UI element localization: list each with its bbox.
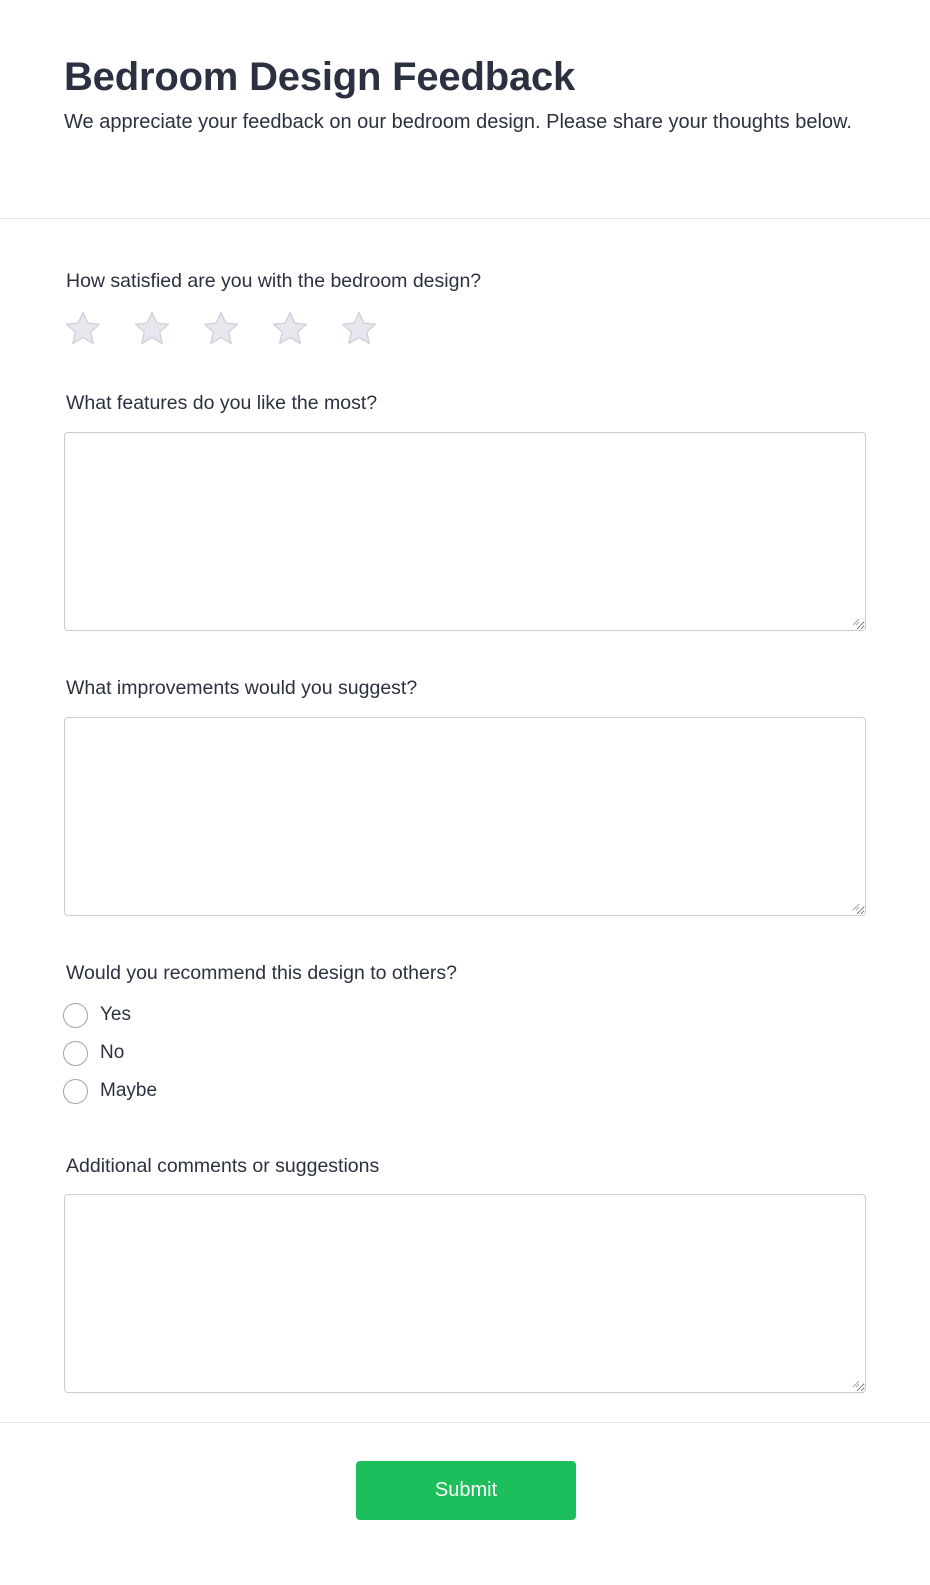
radio-label: No <box>100 1042 125 1063</box>
star-5-icon[interactable] <box>338 308 380 350</box>
radio-circle[interactable] <box>63 1079 88 1104</box>
comments-textarea[interactable] <box>64 1194 866 1393</box>
features-label: What features do you like the most? <box>66 392 378 414</box>
radio-option-maybe[interactable] <box>63 1078 157 1104</box>
rating-label: How satisfied are you with the bedroom design? <box>66 270 482 292</box>
star-3-icon[interactable] <box>200 308 242 350</box>
comments-label: Additional comments or suggestions <box>66 1155 380 1177</box>
radio-label: Yes <box>100 1004 131 1025</box>
star-4-icon[interactable] <box>269 308 311 350</box>
page-title: Bedroom Design Feedback <box>64 55 576 99</box>
star-1-icon[interactable] <box>62 308 104 350</box>
star-rating <box>62 308 407 350</box>
radio-circle[interactable] <box>63 1041 88 1066</box>
radio-circle[interactable] <box>63 1003 88 1028</box>
radio-label: Maybe <box>100 1080 158 1101</box>
improvements-label: What improvements would you suggest? <box>66 677 418 699</box>
submit-button[interactable]: Submit <box>356 1461 576 1520</box>
radio-option-yes[interactable] <box>63 1002 131 1028</box>
page-subtitle: We appreciate your feedback on our bedroom design. Please share your thoughts below. <box>64 111 852 133</box>
radio-option-no[interactable] <box>63 1040 124 1066</box>
features-textarea[interactable] <box>64 432 866 631</box>
form-header <box>0 0 930 219</box>
star-2-icon[interactable] <box>131 308 173 350</box>
improvements-textarea[interactable] <box>64 717 866 916</box>
recommend-label: Would you recommend this design to others? <box>66 962 457 984</box>
